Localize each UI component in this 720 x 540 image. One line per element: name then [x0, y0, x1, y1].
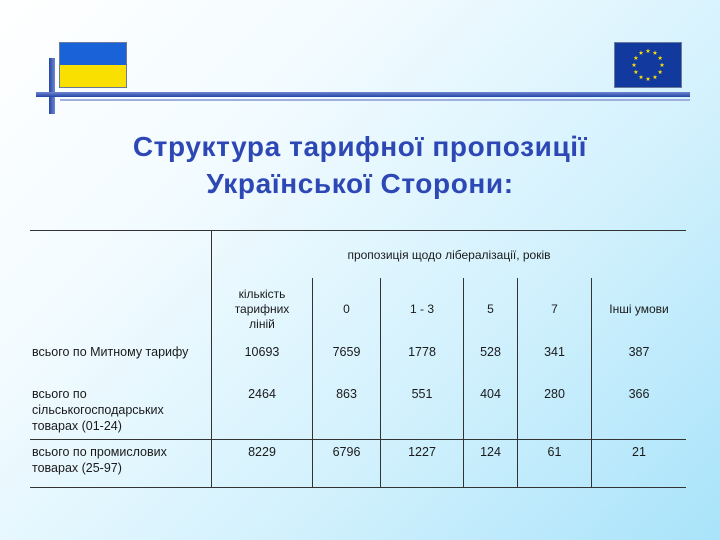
- table-top-border: [30, 230, 686, 231]
- cell-value: 551: [411, 387, 433, 401]
- eu-star-icon: [653, 75, 658, 79]
- column-header-other: Інші умови: [609, 302, 669, 316]
- column-header-7: 7: [551, 302, 558, 316]
- eu-stars-circle: [615, 43, 681, 87]
- row-divider: [30, 439, 686, 440]
- cell-count: 8229: [248, 445, 276, 459]
- eu-star-icon: [653, 50, 658, 54]
- count-column-header: кількість тарифних ліній: [234, 287, 290, 331]
- ukraine-flag-blue-band: [60, 43, 126, 65]
- group-header: пропозиція щодо лібералізації, років: [347, 248, 551, 262]
- cell-value: 341: [544, 345, 565, 359]
- eu-star-icon: [660, 63, 665, 67]
- eu-star-icon: [632, 63, 637, 67]
- cell-value: 61: [547, 445, 562, 459]
- eu-star-icon: [639, 50, 644, 54]
- row-label-agricultural: всього по сільськогосподарських товарах (01-24): [32, 387, 164, 433]
- decorative-horizontal-bar: [36, 92, 690, 97]
- column-header-1-3: 1 - 3: [409, 302, 434, 316]
- ukraine-flag-yellow-band: [60, 65, 126, 87]
- cell-count: 2464: [248, 387, 276, 401]
- eu-star-icon: [646, 77, 651, 81]
- eu-star-icon: [646, 49, 651, 53]
- cell-value: 863: [336, 387, 357, 401]
- cell-value: 366: [628, 387, 650, 401]
- table-bottom-border: [30, 487, 686, 488]
- label-column-divider: [211, 230, 212, 488]
- cell-count: 10693: [244, 345, 280, 359]
- cell-value: 1778: [408, 345, 436, 359]
- cell-value: 1227: [408, 445, 436, 459]
- title-line-1: Структура тарифної пропозиції: [132, 131, 588, 162]
- decorative-horizontal-line: [60, 99, 690, 101]
- eu-star-icon: [634, 56, 639, 60]
- eu-star-icon: [658, 56, 663, 60]
- eu-star-icon: [658, 70, 663, 74]
- cell-value: 404: [480, 387, 501, 401]
- page-title: [0, 128, 720, 202]
- eu-star-icon: [634, 70, 639, 74]
- row-label-customs-tariff: всього по Митному тарифу: [32, 345, 189, 359]
- title-line-2: Української Сторони:: [206, 168, 514, 199]
- cell-value: 124: [480, 445, 501, 459]
- column-header-5: 5: [487, 302, 494, 316]
- eu-flag-icon: [614, 42, 682, 88]
- row-label-industrial: всього по промислових товарах (25-97): [32, 445, 167, 475]
- ukraine-flag-icon: [59, 42, 127, 88]
- cell-value: 280: [544, 387, 565, 401]
- eu-star-icon: [639, 75, 644, 79]
- cell-value: 6796: [332, 445, 361, 459]
- cell-value: 7659: [332, 345, 361, 359]
- tariff-table: [30, 230, 686, 488]
- decorative-vertical-bar: [49, 58, 55, 114]
- cell-value: 528: [480, 345, 501, 359]
- column-header-0: 0: [343, 302, 350, 316]
- cell-value: 21: [632, 445, 646, 459]
- cell-value: 387: [628, 345, 650, 359]
